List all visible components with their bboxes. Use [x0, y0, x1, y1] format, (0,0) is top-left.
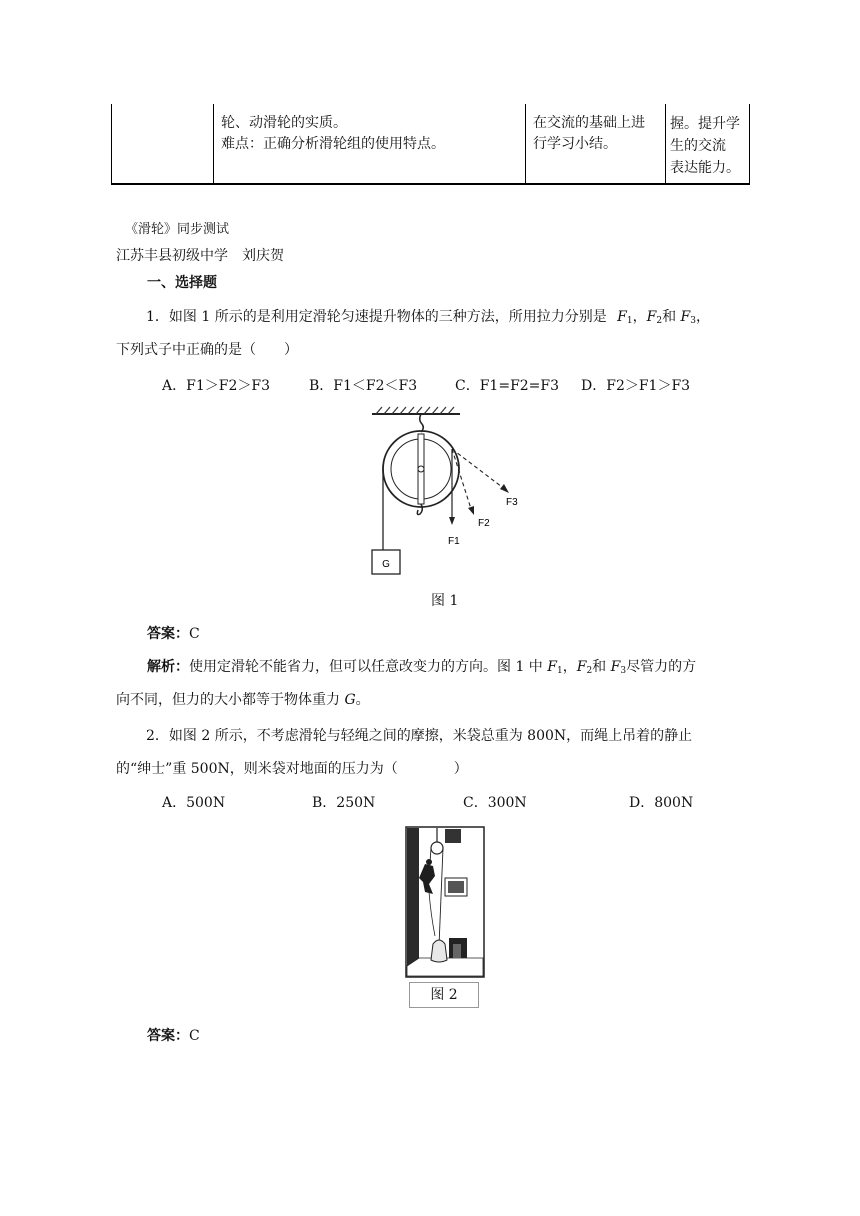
figure-1-f2-label: F2 — [478, 518, 490, 529]
table-cell-line: 表达能力。 — [670, 160, 740, 176]
q1-option-c: C．F1=F2=F3 — [455, 378, 560, 394]
table-right-border — [749, 104, 750, 184]
answer-label: 答案： — [147, 626, 189, 642]
analysis-text-suffix: 尽管力的方 — [626, 659, 697, 675]
figure-1-f3-label: F3 — [506, 497, 518, 508]
table-cell-line: 难点：正确分析滑轮组的使用特点。 — [221, 136, 445, 152]
analysis-text-line2: 向不同，但力的大小都等于物体重力 — [116, 692, 340, 708]
q1-option-d: D．F2＞F1＞F3 — [581, 378, 691, 394]
doc-author: 江苏丰县初级中学 刘庆贺 — [116, 248, 284, 264]
table-bottom-border — [111, 183, 750, 185]
q1-option-b: B．F1＜F2＜F3 — [309, 378, 418, 394]
q1-analysis-line1: 解析：使用定滑轮不能省力，但可以任意改变力的方向。图 1 中 $F_1$，$F_2$和 $F_3$尽管力的方 — [147, 659, 697, 676]
q1-answer — [147, 624, 200, 644]
table-cell-activity — [533, 113, 645, 155]
table-divider-1 — [213, 104, 214, 184]
figure-2-gentleman-pulley-image — [405, 826, 485, 978]
q1-text-prefix: 1．如图 1 所示的是利用定滑轮匀速提升物体的三种方法，所用拉力分别是 — [146, 309, 607, 325]
q1-text-line1: 1．如图 1 所示的是利用定滑轮匀速提升物体的三种方法，所用拉力分别是 $F_1$，$F_2$和 $F_3$， — [146, 309, 710, 326]
figure-1-pulley-diagram — [368, 404, 528, 580]
table-cell-line: 在交流的基础上进 — [533, 115, 645, 131]
table-cell-line: 生的交流 — [670, 138, 726, 154]
table-cell-line: 行学习小结。 — [533, 136, 617, 152]
q2-option-c: C．300N — [463, 795, 527, 811]
doc-title: 《滑轮》同步测试 — [125, 222, 230, 237]
q2-answer — [147, 1026, 200, 1046]
table-left-border — [111, 104, 112, 184]
figure-1-weight-label: G — [382, 559, 390, 570]
q1-option-a: A．F1＞F2＞F3 — [162, 378, 270, 394]
figure-2-caption: 图 2 — [409, 982, 479, 1008]
q2-option-d: D．800N — [629, 795, 694, 811]
q2-option-a: A．500N — [162, 795, 226, 811]
section-heading: 一、选择题 — [147, 275, 217, 291]
answer-label: 答案： — [147, 1028, 189, 1044]
q1-analysis-line2: 向不同，但力的大小都等于物体重力 G。 — [116, 692, 370, 708]
analysis-text-prefix: 使用定滑轮不能省力，但可以任意改变力的方向。图 1 中 — [189, 659, 543, 675]
table-cell-intent — [670, 113, 740, 179]
figure-1-f1-label: F1 — [448, 536, 460, 547]
q1-text-line2: 下列式子中正确的是（ ） — [116, 342, 298, 358]
answer-value: C — [189, 626, 200, 642]
table-cell-line: 轮、动滑轮的实质。 — [221, 115, 347, 131]
analysis-label: 解析： — [147, 659, 189, 675]
table-divider-2 — [525, 104, 526, 184]
table-cell-content — [221, 113, 445, 155]
q2-text-line2: 的“绅士”重 500N，则米袋对地面的压力为（ ） — [116, 761, 468, 777]
table-cell-line: 握。提升学 — [670, 116, 740, 132]
table-divider-3 — [665, 104, 666, 184]
answer-value: C — [189, 1028, 200, 1044]
q2-text-line1: 2．如图 2 所示，不考虑滑轮与轻绳之间的摩擦，米袋总重为 800N，而绳上吊着的静止 — [146, 728, 693, 744]
q2-option-b: B．250N — [312, 795, 376, 811]
figure-1-caption: 图 1 — [431, 593, 459, 609]
